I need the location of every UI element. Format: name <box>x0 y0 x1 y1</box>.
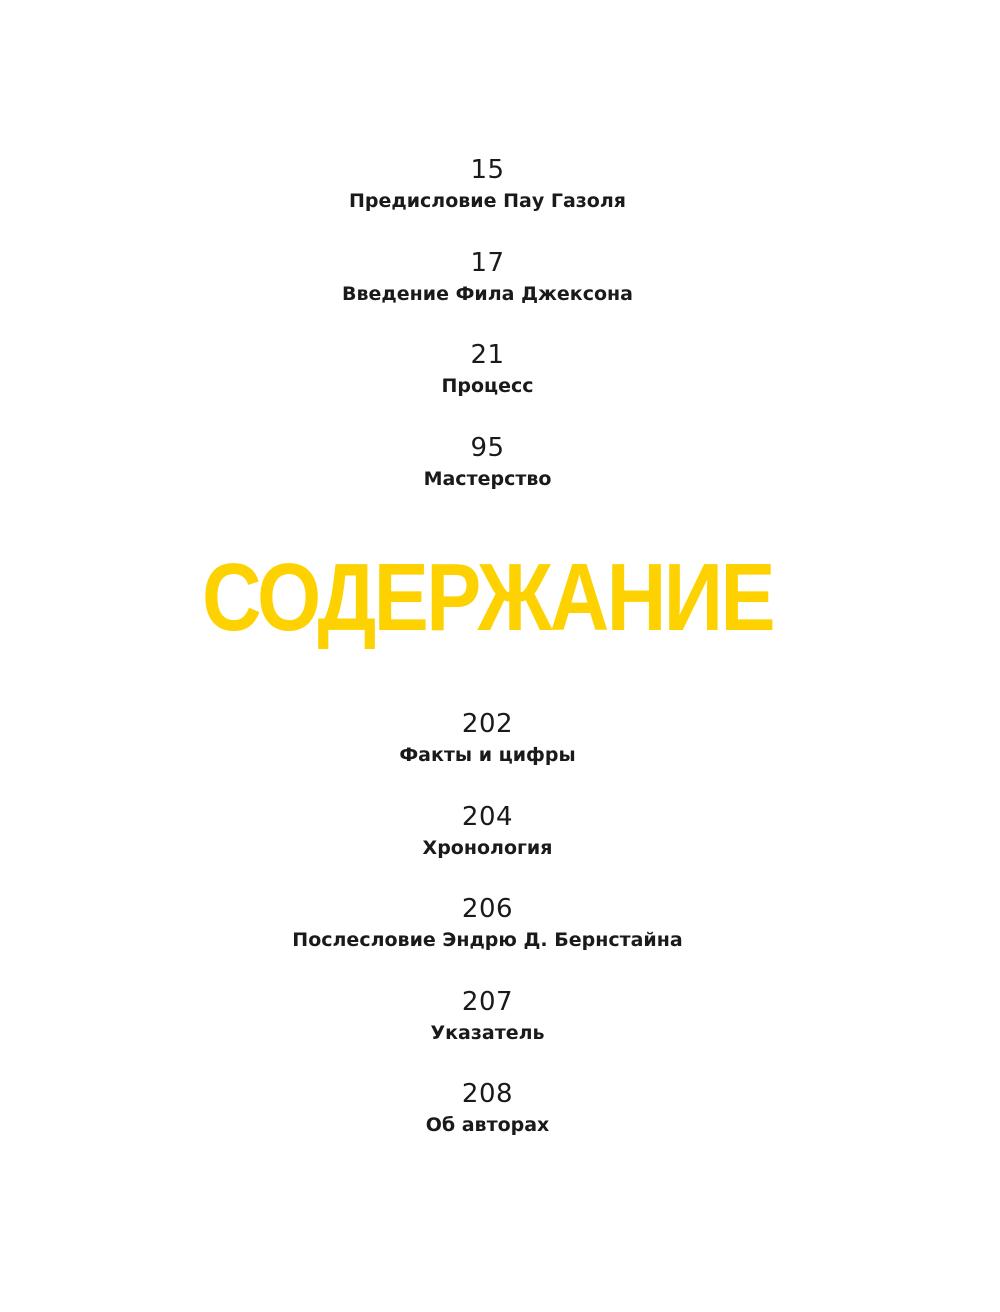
toc-entry-title: Указатель <box>430 1021 545 1044</box>
toc-page-number: 202 <box>461 709 514 739</box>
toc-entry-title: Предисловие Пау Газоля <box>349 190 626 212</box>
toc-page-number: 17 <box>470 247 505 278</box>
contents-heading: СОДЕРЖАНИЕ <box>201 544 774 651</box>
toc-entry[interactable] <box>342 248 633 341</box>
toc-list-bottom <box>0 709 975 1172</box>
toc-entry[interactable] <box>441 340 533 433</box>
toc-page-number: 208 <box>461 1079 514 1110</box>
toc-entry[interactable] <box>430 987 544 1080</box>
toc-entry-title: Об авторах <box>425 1114 550 1137</box>
toc-list-top <box>0 155 975 525</box>
toc-entry[interactable] <box>426 1079 550 1172</box>
toc-entry-title: Процесс <box>441 375 534 398</box>
toc-page-number: 204 <box>461 801 514 832</box>
toc-entry[interactable] <box>423 802 553 895</box>
toc-entry[interactable] <box>292 894 682 987</box>
toc-page-number: 21 <box>470 340 505 371</box>
toc-entry-title: Факты и цифры <box>399 744 576 766</box>
toc-page-number: 95 <box>470 432 505 463</box>
toc-page-number: 15 <box>470 155 505 185</box>
toc-page-number: 206 <box>461 894 514 925</box>
toc-entry-title: Мастерство <box>423 467 552 490</box>
toc-entry[interactable] <box>424 433 552 526</box>
toc-entry-title: Хронология <box>422 836 553 859</box>
toc-entry[interactable] <box>349 155 626 248</box>
toc-entry[interactable] <box>399 709 575 802</box>
toc-entry-title: Послесловие Эндрю Д. Бернстайна <box>292 929 683 952</box>
toc-page-number: 207 <box>461 986 514 1017</box>
toc-entry-title: Введение Фила Джексона <box>342 282 633 305</box>
